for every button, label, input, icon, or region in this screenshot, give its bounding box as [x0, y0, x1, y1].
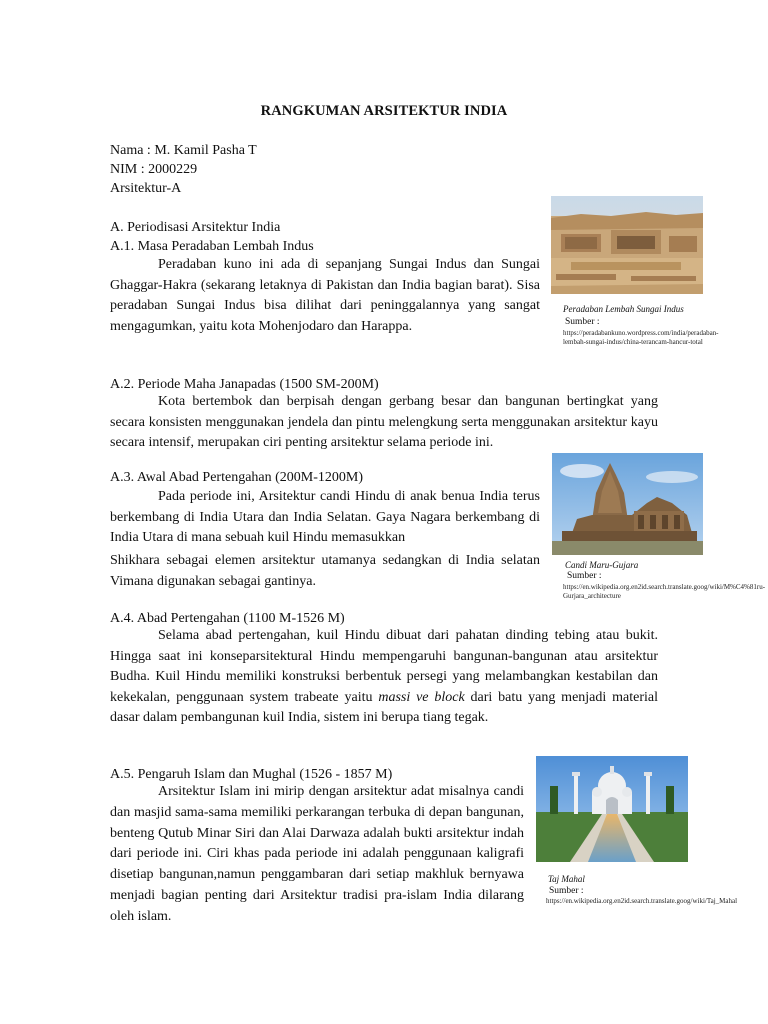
section-a4-heading: A.4. Abad Pertengahan (1100 M-1526 M) [110, 611, 345, 626]
figure-candi-image [552, 453, 703, 555]
meta-kelas: Arsitektur-A [110, 181, 182, 196]
section-a1-heading: A.1. Masa Peradaban Lembah Indus [110, 239, 314, 254]
section-a4-italic-term: massi ve block [378, 689, 465, 705]
figure-indus-source-url: https://peradabankuno.wordpress.com/india/peradaban-lembah-sungai-indus/china-terancam-hancur-total [563, 329, 719, 346]
document-title: RANGKUMAN ARSITEKTUR INDIA [260, 103, 508, 119]
section-a1-body: Peradaban kuno ini ada di sepanjang Sungai Indus dan Sungai Ghaggar-Hakra (sekarang letaknya di Pakistan dan India bagian barat). Sisa peradaban Sungai Indus bisa dilihat dari peninggalannya yang sangat mengagumkan, yaitu kota Mohenjodaro dan Harappa. [110, 257, 540, 334]
figure-indus-source-label: Sumber : [565, 317, 600, 327]
meta-nama: Nama : M. Kamil Pasha T [110, 143, 257, 158]
section-a3-heading: A.3. Awal Abad Pertengahan (200M-1200M) [110, 470, 364, 485]
figure-tajmahal-image [536, 756, 688, 862]
section-a2-body: Kota bertembok dan berpisah dengan gerbang besar dan bangunan bertingkat yang secara konsisten menggunakan jendela dan pintu melengkung serta menggunakan arsitektur kayu secara intensif, merupakan ciri penting arsitektur selama periode ini. [110, 394, 658, 450]
figure-candi-caption: Candi Maru-Gujara [565, 560, 639, 570]
section-a-heading: A. Periodisasi Arsitektur India [110, 220, 281, 235]
section-a5-heading: A.5. Pengaruh Islam dan Mughal (1526 - 1857 M) [110, 767, 393, 782]
section-a2-heading: A.2. Periode Maha Janapadas (1500 SM-200M) [110, 377, 379, 392]
figure-tajmahal-source-label: Sumber : [549, 886, 584, 896]
figure-candi-source-label: Sumber : [567, 571, 602, 581]
figure-indus-caption: Peradaban Lembah Sungai Indus [563, 304, 684, 314]
figure-tajmahal-caption: Taj Mahal [548, 874, 585, 884]
meta-nim: NIM : 2000229 [110, 162, 198, 177]
section-a3-body1: Pada periode ini, Arsitektur candi Hindu di anak benua India terus berkembang di India Utara dan India Selatan. Gaya Nagara berkembang di India Utara di mana sebuah kuil Hindu memasukkan [110, 489, 540, 545]
section-a3-body2: Shikhara sebagai elemen arsitektur utamanya sedangkan di India selatan Vimana digunakan sebagai gantinya. [110, 553, 540, 589]
section-a4-body: Selama abad pertengahan, kuil Hindu dibuat dari pahatan dinding tebing atau bukit. Hingga saat ini konseparsitektural Hindu mempengaruhi bangunan-bangunan atau arsitektur Budha. Kuil Hindu memiliki konstruksi berbentuk persegi yang melambangkan kestabilan dan kekekalan, penggunaan system trabeate yaitu massi ve block dari batu yang menjadi material dasar dalam pembangunan kuil India, sistem ini berupa tiang tegak. [110, 628, 658, 725]
section-a5-body: Arsitektur Islam ini mirip dengan arsitektur adat misalnya candi dan masjid sama-sama memiliki perkarangan terbuka di depan bangunan, benteng Qutub Minar Siri dan Alai Darwaza adalah bukti arsitektur indah dari periode ini. Ciri khas pada periode ini adalah penggunaan kaligrafi disetiap bangunan,namun penggambaran dari setiap makhluk bernyawa menjadi bagian penting dari Arsitektur tradisi pra-islam India dilarang oleh islam. [110, 784, 524, 924]
figure-candi-source-url: https://en.wikipedia.org.en2id.search.translate.goog/wiki/M%C4%81ru-Gurjara_architecture [563, 583, 766, 600]
figure-tajmahal-source-url: https://en.wikipedia.org.en2id.search.translate.goog/wiki/Taj_Mahal [546, 897, 738, 905]
figure-indus-image [551, 196, 703, 294]
